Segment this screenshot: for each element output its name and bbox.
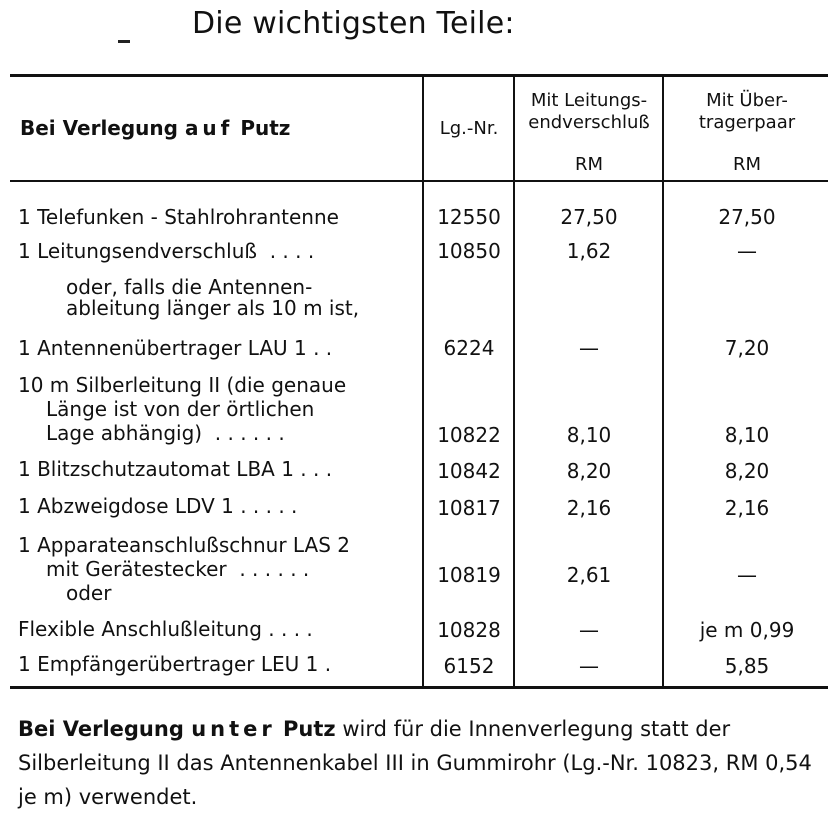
row-description-line: 10 m Silberleitung II (die genaue bbox=[18, 373, 347, 397]
row-part-number: 6224 bbox=[443, 336, 495, 360]
row-part-number: 10817 bbox=[437, 496, 501, 520]
row-description: 1 Leitungsendverschluß . . . . bbox=[18, 239, 315, 263]
row-note-line: oder, falls die Antennen- bbox=[66, 275, 313, 299]
row-price-col1: 1,62 bbox=[566, 239, 612, 263]
row-price-col1: — bbox=[579, 654, 599, 678]
table-rule-header bbox=[10, 180, 828, 182]
header-col1 bbox=[515, 90, 663, 134]
table-rule-bottom bbox=[10, 686, 828, 689]
row-description: 1 Antennenübertrager LAU 1 . . bbox=[18, 336, 333, 360]
row-price-col2: 7,20 bbox=[724, 336, 770, 360]
row-price-col1: 2,61 bbox=[566, 563, 612, 587]
header-col1-unit: RM bbox=[574, 154, 604, 175]
row-price-col2: 5,85 bbox=[724, 654, 770, 678]
row-price-col2: 8,10 bbox=[724, 423, 770, 447]
row-description-line: Länge ist von der örtlichen bbox=[46, 397, 315, 421]
row-part-number: 10822 bbox=[437, 423, 501, 447]
footer-paragraph bbox=[18, 712, 828, 814]
row-price-col2: je m 0,99 bbox=[699, 618, 795, 642]
header-col2 bbox=[664, 90, 830, 134]
row-price-col1: — bbox=[579, 618, 599, 642]
row-part-number: 10842 bbox=[437, 459, 501, 483]
footer-bold-suffix: Putz bbox=[275, 717, 336, 741]
row-description: 1 Telefunken - Stahlrohrantenne bbox=[18, 205, 339, 229]
row-price-col1: 8,20 bbox=[566, 459, 612, 483]
header-col1-line2: endverschluß bbox=[528, 112, 650, 133]
row-description: 1 Empfängerübertrager LEU 1 . bbox=[18, 652, 332, 676]
row-part-number: 10819 bbox=[437, 563, 501, 587]
header-main bbox=[20, 116, 290, 140]
table-rule-top bbox=[10, 74, 828, 77]
row-price-col2: 8,20 bbox=[724, 459, 770, 483]
header-col1-line1: Mit Leitungs- bbox=[530, 90, 648, 111]
row-price-col2: — bbox=[737, 239, 757, 263]
row-price-col1: 2,16 bbox=[566, 496, 612, 520]
stray-mark bbox=[118, 40, 130, 43]
row-description-line: mit Gerätestecker . . . . . . bbox=[46, 557, 310, 581]
header-main-suffix: Putz bbox=[233, 116, 291, 140]
row-part-number: 10850 bbox=[437, 239, 501, 263]
row-part-number: 6152 bbox=[443, 654, 495, 678]
header-main-spaced: auf bbox=[184, 116, 234, 140]
row-description: 1 Abzweigdose LDV 1 . . . . . bbox=[18, 494, 298, 518]
footer-bold-prefix: Bei Verlegung bbox=[18, 717, 192, 741]
footer-text: wird für die Innenverlegung statt der Silberleitung II das Antennenkabel III in Gummirohr (Lg.-Nr. 10823, RM 0,54 je m) verwendet. bbox=[18, 717, 812, 809]
page-title: Die wichtigsten Teile: bbox=[192, 6, 515, 41]
header-col2-unit: RM bbox=[732, 154, 762, 175]
row-description-line: 1 Apparateanschlußschnur LAS 2 bbox=[18, 533, 350, 557]
header-lgnr: Lg.-Nr. bbox=[439, 118, 499, 139]
row-price-col1: — bbox=[579, 336, 599, 360]
row-description: Flexible Anschlußleitung . . . . bbox=[18, 617, 313, 641]
column-divider bbox=[422, 76, 424, 687]
row-description: 1 Blitzschutzautomat LBA 1 . . . bbox=[18, 457, 333, 481]
row-description-line: Lage abhängig) . . . . . . bbox=[46, 421, 285, 445]
row-price-col2: — bbox=[737, 563, 757, 587]
row-price-col2: 27,50 bbox=[718, 205, 776, 229]
row-part-number: 10828 bbox=[437, 618, 501, 642]
header-col2-line1: Mit Über- bbox=[706, 90, 788, 111]
header-main-prefix: Bei Verlegung bbox=[20, 116, 185, 140]
row-price-col2: 2,16 bbox=[724, 496, 770, 520]
row-price-col1: 8,10 bbox=[566, 423, 612, 447]
header-col2-line2: tragerpaar bbox=[698, 112, 796, 133]
row-note-line: ableitung länger als 10 m ist, bbox=[66, 296, 360, 320]
row-description-line: oder bbox=[66, 581, 112, 605]
footer-bold-spaced: unter bbox=[191, 717, 276, 741]
row-part-number: 12550 bbox=[437, 205, 501, 229]
row-price-col1: 27,50 bbox=[560, 205, 618, 229]
